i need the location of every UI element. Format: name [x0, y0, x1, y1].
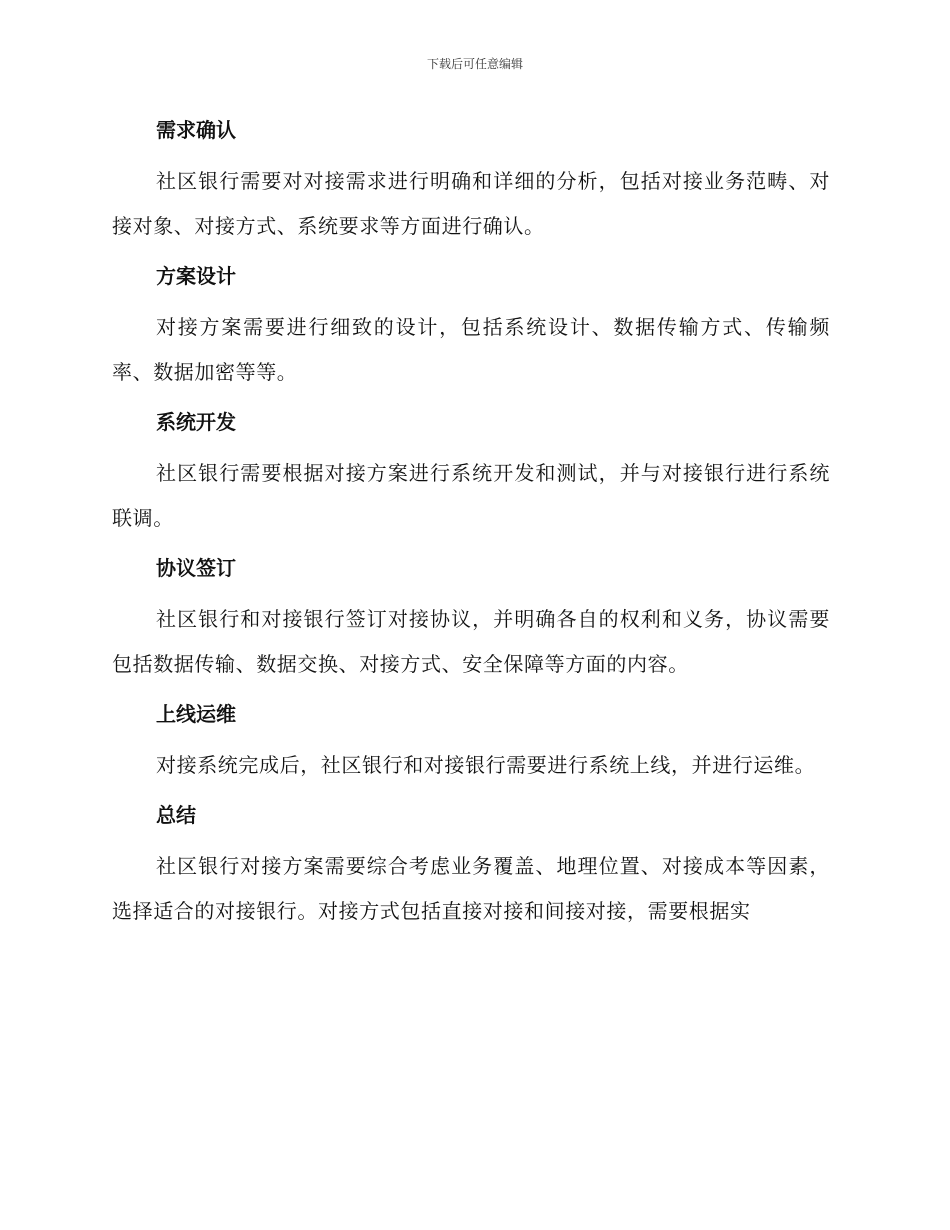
section-paragraph: 社区银行对接方案需要综合考虑业务覆盖、地理位置、对接成本等因素，选择适合的对接银行。对接方式包括直接对接和间接对接，需要根据实 — [112, 854, 830, 923]
section-paragraph: 对接方案需要进行细致的设计，包括系统设计、数据传输方式、传输频率、数据加密等等。 — [112, 315, 830, 384]
section-heading: 方案设计 — [156, 264, 236, 288]
section-operations — [112, 696, 830, 788]
section-paragraph: 社区银行需要根据对接方案进行系统开发和测试，并与对接银行进行系统联调。 — [112, 461, 830, 530]
section-development — [112, 404, 830, 541]
section-design — [112, 258, 830, 395]
section-agreement — [112, 550, 830, 687]
section-paragraph: 社区银行需要对对接需求进行明确和详细的分析，包括对接业务范畴、对接对象、对接方式、系统要求等方面进行确认。 — [112, 169, 830, 238]
running-header: 下载后可任意编辑 — [426, 57, 523, 71]
section-paragraph: 社区银行和对接银行签订对接协议，并明确各自的权利和义务，协议需要包括数据传输、数据交换、对接方式、安全保障等方面的内容。 — [112, 607, 830, 676]
section-summary — [112, 797, 830, 934]
section-requirements — [112, 112, 830, 249]
section-heading: 系统开发 — [156, 410, 236, 434]
section-heading: 上线运维 — [156, 702, 236, 726]
section-heading: 总结 — [156, 803, 196, 827]
section-paragraph: 对接系统完成后，社区银行和对接银行需要进行系统上线，并进行运维。 — [156, 753, 816, 777]
section-heading: 协议签订 — [156, 556, 236, 580]
document-content — [112, 112, 830, 943]
section-heading: 需求确认 — [156, 118, 236, 142]
